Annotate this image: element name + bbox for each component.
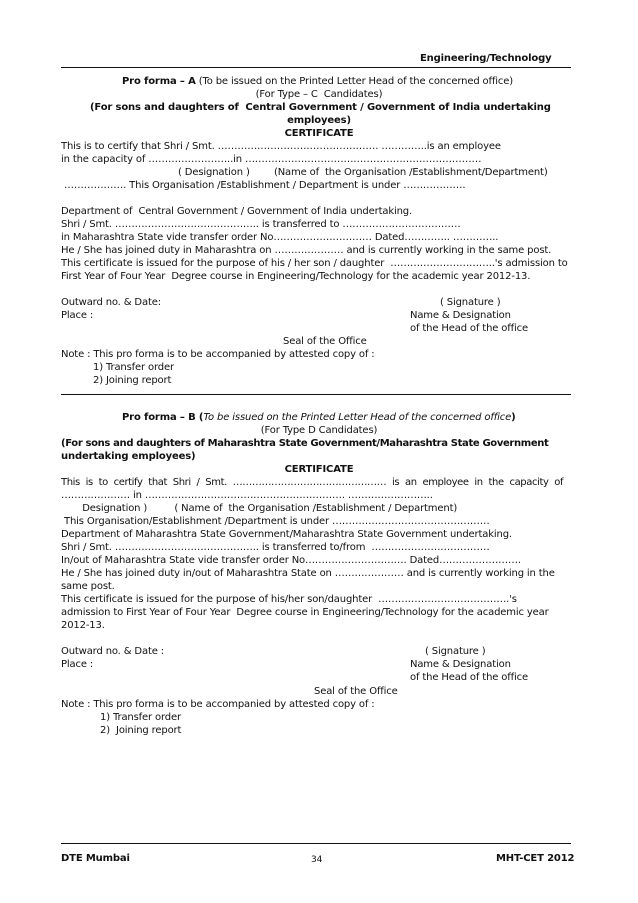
form-b-line-8: He / She has joined duty in/out of Maharashtra State on ………………… and is currently working in the	[61, 568, 555, 579]
form-a-title-rest: (To be issued on the Printed Letter Head of the concerned office)	[195, 76, 513, 87]
form-b-line-2: ………………… in ……………………………………………………. ……………………..	[61, 490, 433, 501]
footer-rule	[61, 843, 571, 844]
form-a-item-1: 1) Transfer order	[93, 362, 174, 373]
form-a-line-4: ………………. This Organisation /Establishment / Department is under ……………….	[61, 180, 466, 191]
form-b-certificate-heading: CERTIFICATE	[284, 464, 354, 475]
form-b-line-10: admission to First Year of Four Year Degree course in Engineering/Technology for the academic year	[61, 607, 549, 618]
form-a-line-3: ( Designation ) (Name of the Organisation /Establishment/Department)	[178, 167, 548, 178]
footer-left: DTE Mumbai	[61, 853, 130, 864]
form-b-title-close: )	[511, 412, 516, 423]
form-a-line-8: He / She has joined duty in Maharashtra on ………………… and is currently working in the same post.	[61, 245, 552, 256]
form-b-line-8b: same post.	[61, 581, 115, 592]
form-b-line-6: Shri / Smt. …………………………………….. is transferred to/from ………………………………	[61, 542, 490, 553]
form-a-name-designation: Name & Designation	[410, 310, 511, 321]
form-b-line-7: In/out of Maharashtra State vide transfer order No…………………………. Dated…………………….	[61, 555, 521, 566]
form-b-type-line: (For Type D Candidates)	[260, 425, 378, 436]
section-divider	[61, 394, 571, 395]
form-a-item-2: 2) Joining report	[93, 375, 172, 386]
form-a-place: Place :	[61, 310, 94, 321]
form-b-note: Note : This pro forma is to be accompanied by attested copy of :	[61, 699, 375, 710]
form-b-for-line-1	[61, 438, 572, 450]
header-rule	[61, 67, 571, 68]
form-a-line-10: First Year of Four Year Degree course in Engineering/Technology for the academic year 2012-13.	[61, 271, 531, 282]
form-b-line-5: Department of Maharashtra State Government/Maharashtra State Government undertaking.	[61, 529, 512, 540]
header-section: Engineering/Technology	[420, 53, 552, 64]
form-a-note: Note : This pro forma is to be accompanied by attested copy of :	[61, 349, 375, 360]
form-b-place: Place :	[61, 659, 94, 670]
form-b-name-designation: Name & Designation	[410, 659, 511, 670]
form-b-for-line-2: undertaking employees)	[61, 451, 196, 462]
form-a-line-6: Shri / Smt. …………………………………….. is transferred to ………………………………	[61, 219, 461, 230]
form-b-title-bold: Pro forma – B (	[122, 412, 204, 423]
form-b-outward: Outward no. & Date :	[61, 646, 164, 657]
form-a-outward: Outward no. & Date:	[61, 297, 161, 308]
page-number: 34	[311, 855, 323, 865]
form-b-line-9: This certificate is issued for the purpose of his/her son/daughter ………………………………….'s	[61, 594, 517, 605]
form-b-item-2: 2) Joining report	[100, 725, 182, 736]
form-b-for-line-1-text: (For sons and daughters of Maharashtra State Government/Maharashtra State Government	[61, 438, 549, 449]
form-a-line-9: This certificate is issued for the purpose of his / her son / daughter …………………………..'s admission to	[61, 258, 568, 269]
form-a-line-2: in the capacity of ……………………..in ………………………………………………………………	[61, 154, 482, 165]
form-a-line-1: This is to certify that Shri / Smt. …………………………………………. …………..is an employee	[61, 141, 501, 152]
form-a-seal: Seal of the Office	[283, 336, 367, 347]
footer-right: MHT-CET 2012	[496, 853, 575, 864]
form-a-for-line-1: (For sons and daughters of Central Government / Government of India undertaking	[90, 102, 551, 113]
form-b-item-1: 1) Transfer order	[100, 712, 181, 723]
form-a-line-5: Department of Central Government / Government of India undertaking.	[61, 206, 413, 217]
form-b-title	[122, 412, 516, 424]
form-b-line-1: This is to certify that Shri / Smt. ………………………………………… is an employee in the capacity of	[61, 477, 564, 488]
form-b-line-11: 2012-13.	[61, 620, 105, 631]
form-a-signature: ( Signature )	[440, 297, 501, 308]
form-a-head-office: of the Head of the office	[410, 323, 528, 334]
form-b-title-italic: To be issued on the Printed Letter Head of the concerned office	[203, 412, 512, 423]
form-a-certificate-heading: CERTIFICATE	[284, 128, 354, 139]
form-b-line-4: This Organisation/Establishment /Department is under …………………………………………	[61, 516, 490, 527]
form-b-line-3: Designation ) ( Name of the Organisation /Establishment / Department)	[61, 503, 458, 514]
form-a-type-line: (For Type – C Candidates)	[255, 89, 383, 100]
form-b-head-office: of the Head of the office	[410, 672, 528, 683]
form-a-for-line-2: employees)	[287, 115, 351, 126]
form-a-line-7: in Maharashtra State vide transfer order No………………………… Dated………….. …………..	[61, 232, 499, 243]
form-b-seal: Seal of the Office	[314, 686, 398, 697]
form-a-title	[122, 76, 513, 88]
form-a-title-bold: Pro forma – A	[122, 76, 196, 87]
form-b-signature: ( Signature )	[425, 646, 486, 657]
